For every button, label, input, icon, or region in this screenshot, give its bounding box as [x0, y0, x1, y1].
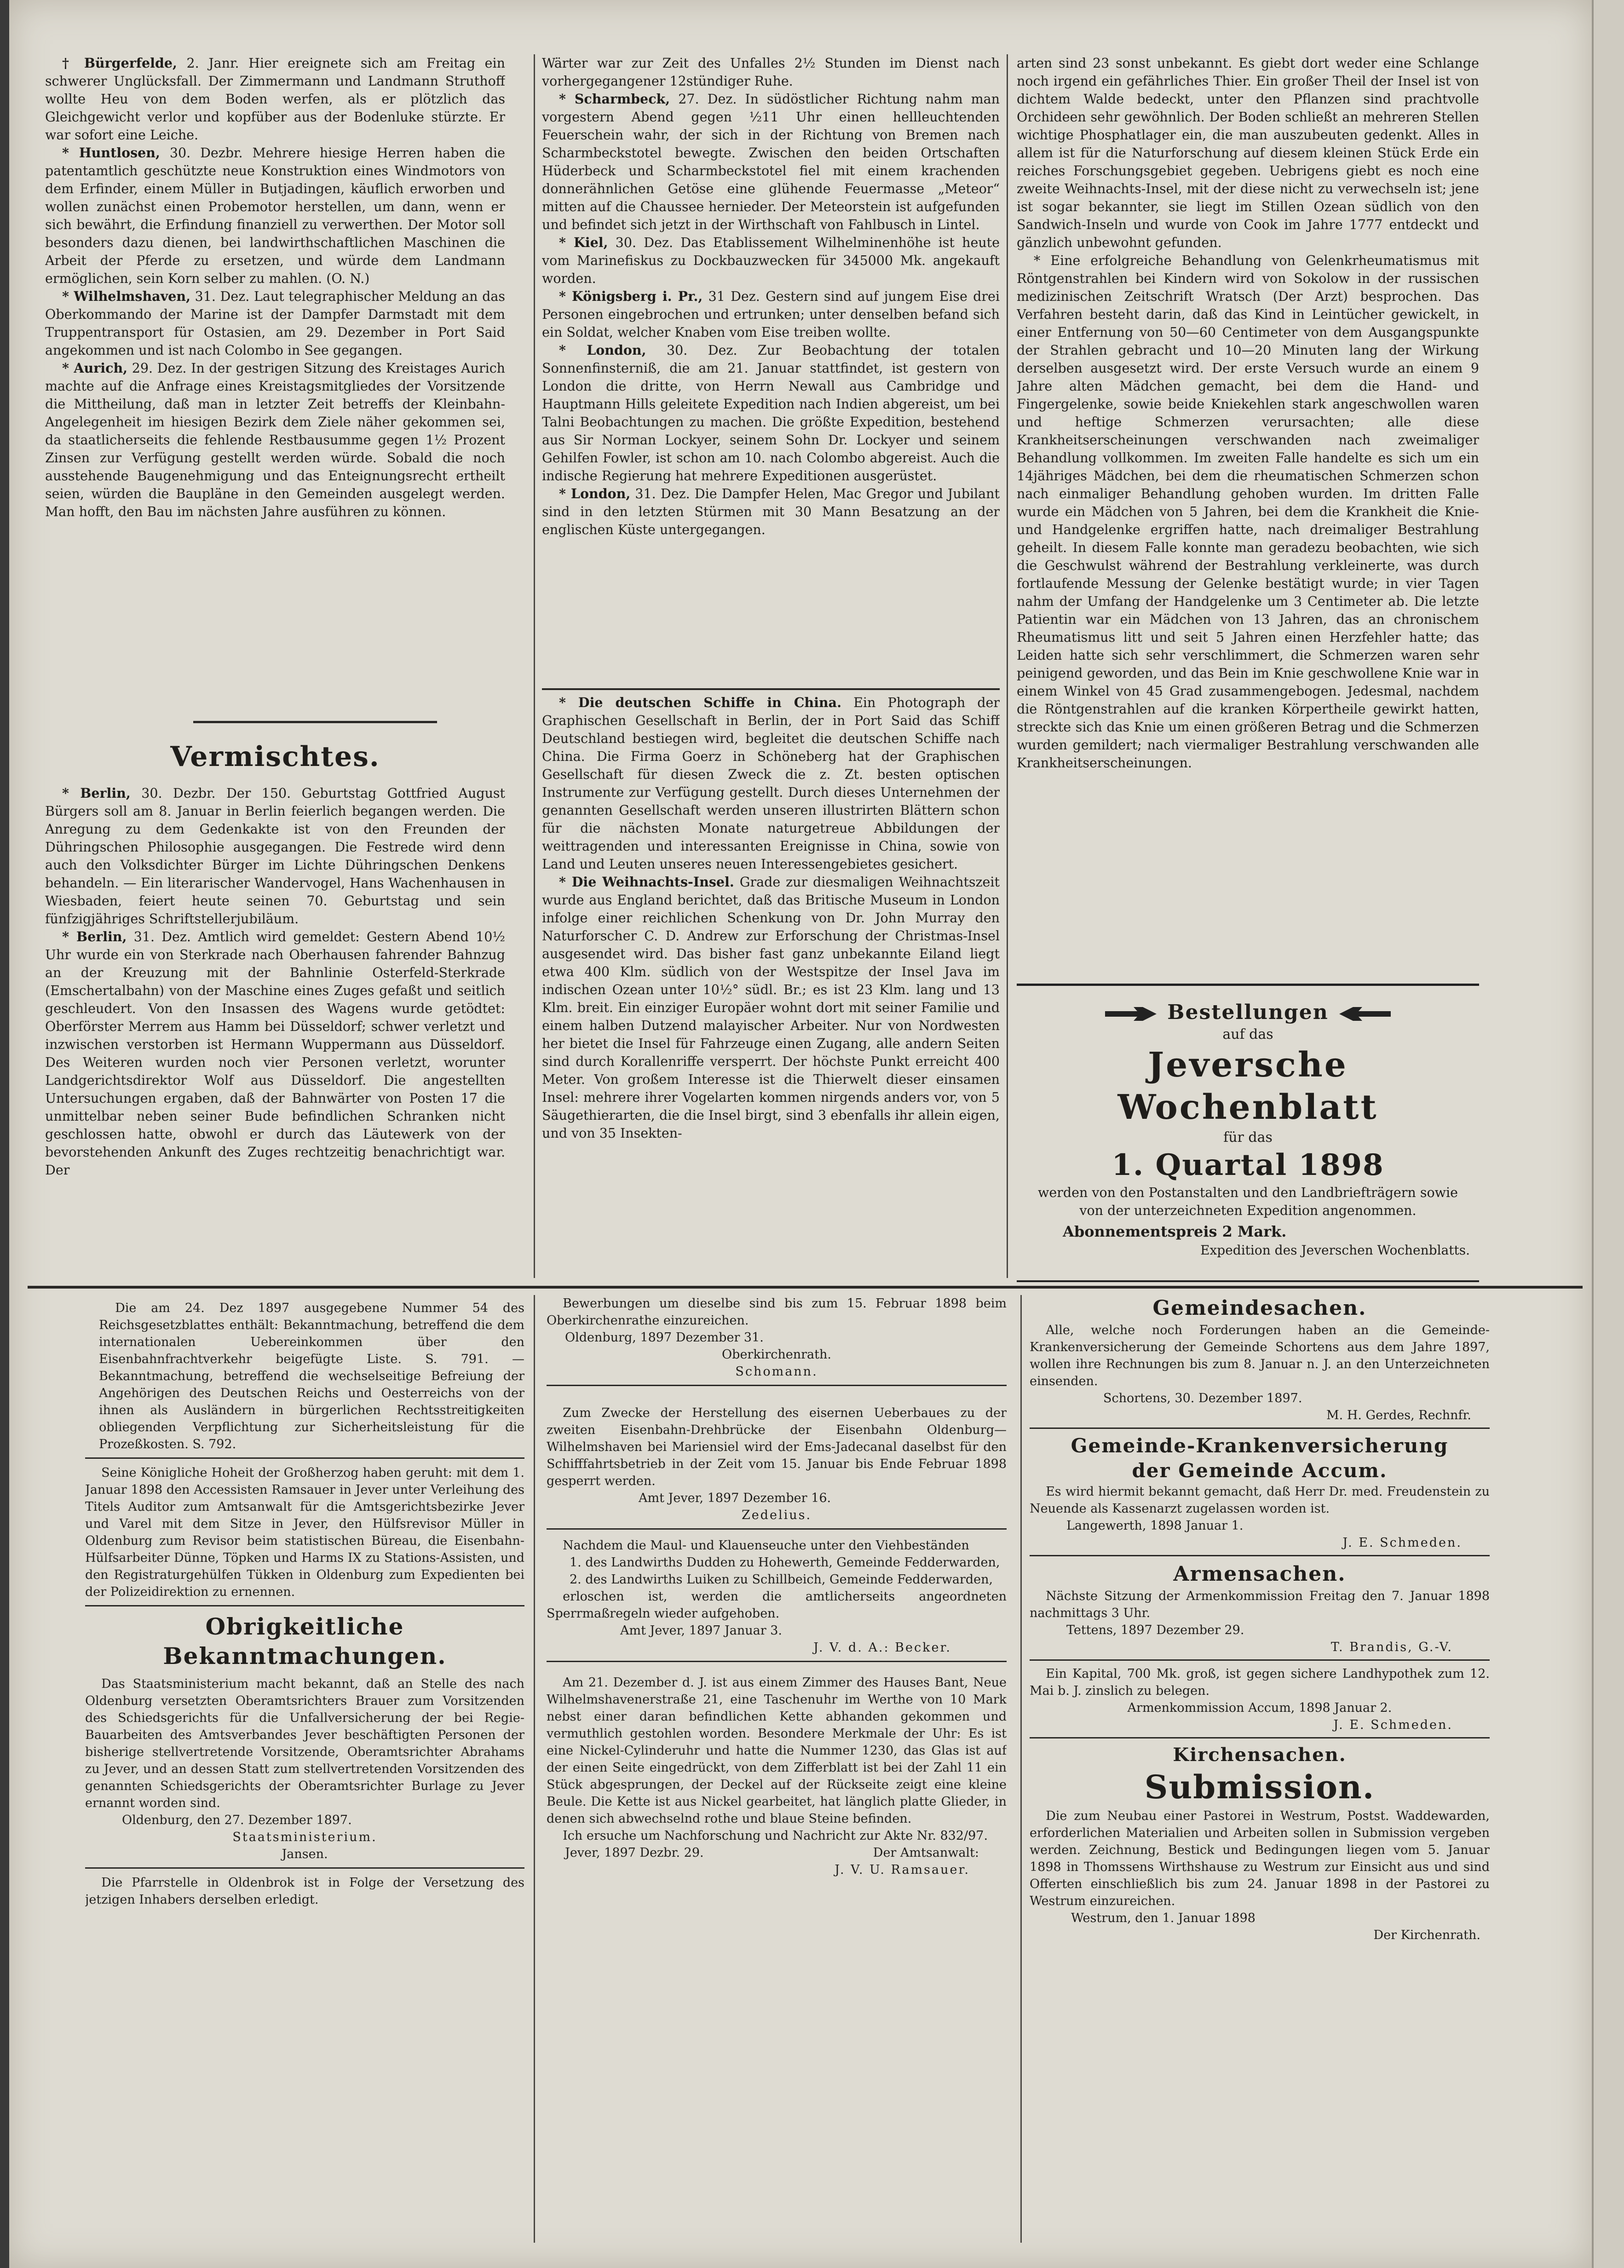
notice-signature: Jansen.	[282, 1847, 328, 1861]
news-item	[542, 90, 1000, 234]
news-place: * London,	[559, 486, 631, 501]
news-item	[45, 144, 505, 288]
news-text: 30. Dez. Zur Beobachtung der totalen Sonnenfinsterniß, die am 21. Januar stattfindet, ist gestern von London die dritte, von Herrn Newall aus Cambridge und Hauptmann Hills geleitete Expedition nach Indien abgereist, um bei Talni Beobachtungen zu machen. Die größte Expedition, bestehend aus Sir Norman Lockyer, seinem Sohn Dr. Lockyer und seinem Gehilfen Fowler, ist schon am 10. nach Colombo abgereist. Auch die indische Regierung hat mehrere Expeditionen ausgerüstet.	[542, 343, 1000, 484]
notice-divider	[547, 1385, 1007, 1386]
news-text: 31. Dez. Amtlich wird gemeldet: Gestern Abend 10½ Uhr wurde ein von Sterkrade nach Oberhausen fahrender Bahnzug an der Kreuzung mit der Bahnlinie Osterfeld-Sterkrade (Emschertalbahn) von der Maschine eines Zuges gefaßt und seitlich geschleudert. Von den Insassen des Wagens wurde getödtet: Oberförster Merrem aus Hamm bei Düsseldorf; schwer verletzt und inzwischen verstorben ist Hermann Wuppermann aus Düsseldorf. Des Weiteren wurden noch vier Personen verletzt, worunter Landgerichtsdirektor Wolf aus Düsseldorf. Die angestellten Untersuchungen ergaben, daß der Bahnwärter von Posten 17 die unmittelbar neben seiner Bude befindlichen Schranken nicht geschlossen hatte, obwohl er durch das Läutewerk von der bevorstehenden Ankunft des Zuges rechtzeitig benachrichtigt war. Der	[45, 929, 505, 1178]
news-place: * Berlin,	[62, 929, 127, 944]
subscription-ad	[1017, 984, 1479, 1282]
obrigkeitliche-heading: Obrigkeitliche Bekanntmachungen.	[163, 1613, 447, 1669]
news-place: † Bürgerfelde,	[62, 55, 177, 71]
news-place: * London,	[559, 342, 646, 358]
news-place: * Kiel,	[559, 235, 608, 250]
news-text: 30. Dezbr. Mehrere hiesige Herren haben die patentamtlich geschützte neue Konstruktion eines Windmotors von dem Erfinder, einem Müller in Butjadingen, käuflich erworben und wollen zunächst einen Probemotor herstellen, um dann, wenn er sich bewährt, die Erfindung finanziell zu verwerthen. Der Motor soll besonders dazu dienen, bei landwirthschaftlichen Maschinen die Arbeit der Pferde zu ersetzen, und würde dem Landmann ermöglichen, sein Korn selber zu mahlen. (O. N.)	[45, 145, 505, 286]
notice-signature: T. Brandis, G.-V.	[1330, 1640, 1453, 1654]
news-text: 31. Dez. Die Dampfer Helen, Mac Gregor und Jubilant sind in den letzten Stürmen mit 30 Mann Besatzung an der englischen Küste untergegangen.	[542, 486, 1000, 537]
vermischtes-heading: Vermischtes.	[170, 741, 380, 773]
news-item	[45, 928, 505, 1179]
news-item	[45, 359, 505, 521]
column-3-news	[1017, 54, 1479, 974]
notice-date: Langewerth, 1898 Januar 1.	[1066, 1519, 1244, 1533]
notice-armenkommission: Nächste Sitzung der Armenkommission Freitag den 7. Januar 1898 nachmittags 3 Uhr.	[1030, 1589, 1490, 1620]
column-2-features	[542, 694, 1000, 1278]
notice-appointments: Seine Königliche Hoheit der Großherzog haben geruht: mit dem 1. Januar 1898 den Accessisten Ramsauer in Jever unter Verleihung des Titels Auditor zum Amtsanwalt für die Amtsgerichtsbezirke Jever und Varel mit dem Sitze in Jever, den Hülfsrevisor Müller in Oldenburg zum Revisor beim statistischen Büreau, die Eisenbahn-Hülfsarbeiter Dünne, Töpken und Harms IX zu Stations-Assisten, und den Registraturgehülfen Tükken in Oldenburg zum Expedienten bei der Polizeidirektion zu ernennen.	[85, 1466, 524, 1599]
ad-fuer-das: für das	[1223, 1129, 1273, 1146]
news-text: 31. Dez. Laut telegraphischer Meldung an das Oberkommando der Marine ist der Dampfer Darmstadt mit dem Truppentransport für Ostasien, am 29. Dezember in Port Said angekommen und ist nach Colombo in See gegangen.	[45, 289, 505, 358]
page-divider	[28, 1286, 1583, 1289]
krankenversicherung-subheading: der Gemeinde Accum.	[1132, 1459, 1388, 1482]
notice-divider	[1030, 1659, 1490, 1661]
notice-date-row	[547, 1844, 1007, 1861]
notice-signature: Der Kirchenrath.	[1373, 1928, 1480, 1942]
notice-org: Oberkirchenrath.	[722, 1347, 831, 1362]
news-place: * Königsberg i. Pr.,	[559, 288, 703, 304]
news-place: * Scharmbeck,	[559, 91, 670, 107]
news-place: * Die Weihnachts-Insel.	[559, 874, 734, 890]
notice-seuche-end: erloschen ist, werden die amtlicherseits angeordneten Sperrmaßregeln wieder aufgehoben.	[547, 1589, 1007, 1621]
ad-auf-das: auf das	[1222, 1026, 1273, 1042]
ad-bestellungen: Bestellungen	[1167, 1001, 1329, 1024]
news-text: 30. Dez. Das Etablissement Wilhelminenhöhe ist heute vom Marinefiskus zu Dockbauzwecken für 345000 Mk. angekauft worden.	[542, 235, 1000, 286]
column-rule	[1020, 1295, 1022, 2243]
notice-taschenuhr: Am 21. Dezember d. J. ist aus einem Zimmer des Hauses Bant, Neue Wilhelmshavenerstraße 21, eine Taschenuhr im Werthe von 10 Mark nebst einer daran befindlichen Kette abhanden gekommen und vermuthlich gestohlen worden. Besondere Merkmale der Uhr: Es ist eine Nickel-Cylinderuhr und hatte die Nummer 1230, das Glas ist auf der einen Seite eingedrückt, von dem Zifferblatt ist bei der Zahl 11 ein Stück abgesprungen, der Deckel auf der Rückseite zeigt eine kleine Beule. Die Kette ist aus Nickel gearbeitet, hat länglich platte Glieder, in denen sich abwechselnd rothe und blaue Steine befinden.	[547, 1675, 1007, 1826]
page-edge	[1592, 0, 1624, 2268]
column-1-news	[45, 54, 505, 717]
news-place: * Huntlosen,	[62, 145, 160, 161]
column-2-news	[542, 54, 1000, 685]
news-item	[542, 873, 1000, 1142]
notice-signature: Schomann.	[735, 1364, 818, 1379]
news-item	[542, 54, 1000, 90]
news-place: * Berlin,	[62, 785, 131, 801]
news-item	[45, 54, 505, 144]
notice-divider	[547, 1661, 1007, 1662]
notice-kapital: Ein Kapital, 700 Mk. groß, ist gegen sichere Landhypothek zum 12. Mai b. J. zinslich zu belegen.	[1030, 1667, 1490, 1698]
pointing-hand-left-icon	[1336, 1006, 1392, 1022]
news-text: Wärter war zur Zeit des Unfalles 2½ Stunden im Dienst nach vorhergegangener 12stündiger Ruhe.	[542, 56, 1000, 89]
news-text: 29. Dez. In der gestrigen Sitzung des Kreistages Aurich machte auf die Anfrage eines Kreistagsmitgliedes der Vorsitzende die Mittheilung, daß man in letzter Zeit betreffs der Kleinbahn-Angelegenheit im hiesigen Bezirk dem Ziele näher gekommen sei, da staatlicherseits die fehlende Restbausumme gegen 1½ Prozent Zinsen zur Verfügung gestellt werden würde. Sobald die noch ausstehende Baugenehmigung und das Enteignungsrecht ertheilt seien, würden die Baupläne in den Gemeinden ausgelegt werden. Man hofft, den Bau im nächsten Jahre ausführen zu können.	[45, 361, 505, 519]
news-text: 2. Janr. Hier ereignete sich am Freitag ein schwerer Unglücksfall. Der Zimmermann und Landmann Struthoff wollte Heu von dem Boden werfen, als er plötzlich das Gleichgewicht verlor und kopfüber aus der Bodenluke stürzte. Er war sofort eine Leiche.	[45, 56, 505, 143]
notice-seuche: Nachdem die Maul- und Klauenseuche unter den Viehbeständen	[563, 1538, 969, 1553]
notice-seuche-item: 1. des Landwirths Dudden zu Hohewerth, Gemeinde Fedderwarden,	[570, 1555, 1000, 1570]
notice-divider	[1030, 1428, 1490, 1429]
notice-date: Westrum, den 1. Januar 1898	[1071, 1911, 1255, 1925]
notice-signature: M. H. Gerdes, Rechnfr.	[1326, 1408, 1471, 1422]
kirchensachen-heading: Kirchensachen.	[1173, 1744, 1347, 1766]
news-text: 30. Dezbr. Der 150. Geburtstag Gottfried August Bürgers soll am 8. Januar in Berlin feierlich begangen werden. Die Anregung zu dem Gedenkakte ist von den Freunden der Dühringschen Philosophie ausgegangen. Die Festrede wird denn auch den Volksdichter Bürger im Lichte Dühringschen Denkens behandeln. — Ein literarischer Wandervogel, Hans Wachenhausen in Wiesbaden, feiert heute seinen 70. Geburtstag und sein fünfzigjähriges Schriftstellerjubiläum.	[45, 786, 505, 927]
ad-signature: Expedition des Jeverschen Wochenblatts.	[1200, 1243, 1470, 1258]
column-1-vermischtes	[45, 784, 505, 1279]
bottom-column-1	[85, 1300, 524, 2252]
news-item	[542, 485, 1000, 539]
notice-signature: Zedelius.	[741, 1508, 812, 1522]
notice-accum: Es wird hiermit bekannt gemacht, daß Herr Dr. med. Freudenstein zu Neuende als Kassenarzt zugelassen worden ist.	[1030, 1485, 1490, 1516]
notice-signature: J. E. Schmeden.	[1342, 1536, 1462, 1550]
notice-nachforschung: Ich ersuche um Nachforschung und Nachricht zur Akte Nr. 832/97.	[563, 1829, 988, 1843]
news-text: 27. Dez. In südöstlicher Richtung nahm man vorgestern Abend gegen ½11 Uhr einen hellleuchtenden Feuerschein wahr, der sich in der Richtung von Bremen nach Scharmbeckstotel bewegte. Zwischen den beiden Ortschaften Hüderbeck und Scharmbeckstotel fiel mit einem krachenden donnerähnlichen Getöse eine glühende Feuermasse „Meteor“ mitten auf die Chaussee hernieder. Der Meteorstein ist aufgefunden und befindet sich jetzt in der Wirthschaft von Fahlbusch in Lintel.	[542, 92, 1000, 232]
notice-staatsministerium: Das Staatsministerium macht bekannt, daß an Stelle des nach Oldenburg versetzten Oberamtsrichters Brauer zum Vorsitzenden des Schiedsgerichts für die Unfallversicherung der bei Regie-Bauarbeiten des Amtsverbandes Jever beschäftigten Personen der bisherige stellvertretende Vorsitzende, Oberamtsrichter Abrahams zu Jever, und an dessen Statt zum stellvertretenden Vorsitzenden des genannten Schiedsgerichts der Oberamtsrichter Burlage zu Jever ernannt worden sind.	[85, 1677, 524, 1810]
news-text: Ein Photograph der Graphischen Gesellschaft in Berlin, der in Port Said das Schiff Deutschland bestiegen wird, begleitet die deutschen Schiffe nach China. Die Firma Goerz in Schöneberg hat der Graphischen Gesellschaft für diesen Zweck die z. Zt. besten optischen Instrumente zur Verfügung gestellt. Durch dieses Unternehmen der genannten Gesellschaft werden unseren illustrirten Blättern schon für die nächsten Monate naturgetreue Abbildungen der weittragenden und interessanten Ereignisse in China, sowie von Land und Leuten unseres neuen Interessengebietes gesichert.	[542, 695, 1000, 872]
notice-seuche-item: 2. des Landwirths Luiken zu Schillbeich, Gemeinde Fedderwarden,	[570, 1572, 993, 1587]
notice-date: Tettens, 1897 Dezember 29.	[1066, 1623, 1244, 1637]
submission-heading: Submission.	[1144, 1768, 1375, 1806]
news-item	[1017, 252, 1479, 772]
section-divider	[542, 688, 1000, 690]
armensachen-heading: Armensachen.	[1173, 1562, 1346, 1586]
krankenversicherung-heading: Gemeinde-Krankenversicherung	[1071, 1434, 1449, 1457]
news-text: arten sind 23 sonst unbekannt. Es giebt dort weder eine Schlange noch irgend ein gefährliches Thier. Ein großer Theil der Insel ist von dichtem Walde bedeckt, unter den Pflanzen sind prachtvolle Orchideen sehr gewöhnlich. Der Boden schließt an mehreren Stellen wichtige Phosphatlager ein, die man auszubeuten gedenkt. Alles in allem ist für die Naturforschung auf diesem kleinen Stück Erde ein reiches Forschungsgebiet gegeben. Uebrigens giebt es noch eine zweite Weihnachts-Insel, mit der diese nicht zu verwechseln ist; jene ist sogar bekannter, sie liegt im Stillen Ozean südlich von den Sandwich-Inseln und wurde von Cook im Jahre 1777 entdeckt und gänzlich unbewohnt gefunden.	[1017, 56, 1479, 250]
ad-body: werden von den Postanstalten und den Landbriefträgern sowie von der unterzeichneten Expedition angenommen.	[1038, 1185, 1458, 1218]
gemeindesachen-heading: Gemeindesachen.	[1152, 1296, 1367, 1320]
notice-org: Der Amtsanwalt:	[873, 1846, 979, 1860]
notice-date: Oldenburg, 1897 Dezember 31.	[565, 1330, 764, 1345]
notice-bewerbungen: Bewerbungen um dieselbe sind bis zum 15. Februar 1898 beim Oberkirchenrathe einzureichen.	[547, 1296, 1007, 1328]
news-item	[542, 234, 1000, 288]
news-text: * Eine erfolgreiche Behandlung von Gelenkrheumatismus mit Röntgenstrahlen bei Kindern wird von Sokolow in der russischen medizinischen Zeitschrift Wratsch (Der Arzt) besprochen. Das Verfahren besteht darin, daß das Kind in Leintücher gewickelt, in einer Entfernung von 50—60 Centimeter von dem Ausgangspunkte der Strahlen gebracht und 10—20 Minuten lang der Wirkung derselben ausgesetzt wird. Der erste Versuch wurde an einem 9 Jahre alten Mädchen gemacht, bei dem die Hand- und Fingergelenke, sowie beide Kniekehlen stark angeschwollen waren und heftige Schmerzen verursachten; alle diese Krankheitserscheinungen verschwanden nach zweimaliger Behandlung vollkommen. Im zweiten Falle handelte es sich um ein 14jähriges Mädchen, bei dem die rheumatischen Schmerzen schon nach einmaliger Behandlung gehoben wurden. Im dritten Falle wurde ein Mädchen von 5 Jahren, bei dem die Krankheit die Knie- und Handgelenke ergriffen hatte, nach dreimaliger Bestrahlung geheilt. In diesem Falle konnte man geradezu beobachten, wie sich die Geschwulst während der Bestrahlung verkleinerte, was durch fortlaufende Messung der Gelenke bestätigt wurde; in vier Tagen nahm der Umfang der Handgelenke um 3 Centimeter ab. Die letzte Patientin war ein Mädchen von 13 Jahren, das an chronischem Rheumatismus litt und seit 5 Jahren einen Herzfehler hatte; das Leiden hatte sich sehr verschlimmert, die Schmerzen waren sehr peinigend geworden, und das Bein im Knie geschwollene Knie war in einem Winkel von 45 Grad zusammengebogen. Jedesmal, nachdem die Röntgenstrahlen auf die kranken Körpertheile gewirkt hatten, streckte sich das Knie um einen größeren Betrag und die Schmerzen wurden gemildert; nach viermaliger Bestrahlung verschwanden alle Krankheitserscheinungen.	[1017, 253, 1479, 771]
newspaper-page	[9, 0, 1592, 2268]
news-text: Grade zur diesmaligen Weihnachtszeit wurde aus England berichtet, daß das Britische Museum in London infolge einer reichlichen Schenkung von Dr. John Murray den Naturforscher C. D. Andrew zur Erforschung der Christmas-Insel ausgesendet wird. Das bisher fast ganz unbekannte Eiland liegt etwa 400 Klm. südlich von der Westspitze der Insel Java im indischen Ozean unter 10½° südl. Br.; es ist 23 Klm. lang und 13 Klm. breit. Ein einziger Europäer wohnt dort mit seiner Familie und einem halben Dutzend malayischer Arbeiter. Nur von Nordwesten her bietet die Insel für Fahrzeuge einen Zugang, alle andern Seiten sind durch Korallenriffe versperrt. Der höchste Punkt erreicht 400 Meter. Von großem Interesse ist die Thierwelt dieser einsamen Insel: mehrere ihrer Vogelarten kommen nirgends anders vor, von 5 Säugethierarten, die die Insel birgt, sind 3 ebenfalls ihr allein eigen, und von 35 Insekten-	[542, 875, 1000, 1141]
news-item	[1017, 54, 1479, 252]
column-rule	[534, 54, 535, 1278]
news-place: * Wilhelmshaven,	[62, 288, 190, 304]
notice-reichsgesetzblatt: Die am 24. Dez 1897 ausgegebene Nummer 54 des Reichsgesetzblattes enthält: Bekanntmachung, betreffend die dem internationalen Uebereinkommen über den Eisenbahnfrachtverkehr beigefügte Liste. S. 791. — Bekanntmachung, betreffend die wechselseitige Befreiung der Angehörigen des Deutschen Reichs und Oesterreichs von der ihnen als Ausländern in bürgerlichen Rechtsstreitigkeiten obliegenden Verpflichtung zur Sicherheitsleistung für die Prozeßkosten. S. 792.	[99, 1301, 524, 1451]
news-item	[542, 288, 1000, 341]
news-place: * Aurich,	[62, 360, 128, 376]
news-place: * Die deutschen Schiffe in China.	[559, 695, 842, 710]
notice-date: Amt Jever, 1897 Januar 3.	[620, 1623, 783, 1638]
notice-org: Armenkommission Accum, 1898 Januar 2.	[1127, 1701, 1392, 1715]
notice-divider	[85, 1605, 524, 1606]
bottom-column-3	[1030, 1295, 1490, 2252]
notice-submission: Die zum Neubau einer Pastorei in Westrum, Postst. Waddewarden, erforderlichen Materialien und Arbeiten sollen in Submission vergeben werden. Zeichnung, Bestick und Bedingungen liegen vom 5. Januar 1898 in Thomssens Wirthshause zu Westrum zur Einsicht aus und sind Offerten einschließlich bis zum 24. Januar 1898 in der Pastorei zu Westrum einzureichen.	[1030, 1809, 1490, 1908]
column-rule	[534, 1295, 535, 2243]
ad-price: Abonnementspreis 2 Mark.	[1063, 1223, 1287, 1240]
notice-date: Amt Jever, 1897 Dezember 16.	[639, 1491, 831, 1505]
notice-divider	[547, 1528, 1007, 1530]
notice-pfarrstelle: Die Pfarrstelle in Oldenbrok ist in Folge der Versetzung des jetzigen Inhabers derselben erledigt.	[85, 1876, 524, 1907]
news-item	[542, 694, 1000, 873]
news-item	[45, 288, 505, 359]
notice-divider	[1030, 1737, 1490, 1738]
news-item	[542, 341, 1000, 485]
news-text: 31 Dez. Gestern sind auf jungem Eise drei Personen eingebrochen und ertrunken; unter denselben befand sich ein Soldat, welcher Knaben vom Eise treiben wollte.	[542, 289, 1000, 340]
notice-divider	[85, 1867, 524, 1869]
notice-org: Staatsministerium.	[232, 1830, 377, 1844]
notice-drehbruecke: Zum Zwecke der Herstellung des eisernen Ueberbaues zu der zweiten Eisenbahn-Drehbrücke der Eisenbahn Oldenburg—Wilhelmshaven bei Mariensiel wird der Ems-Jadecanal daselbst für den Schifffahrtsbetrieb in der Zeit vom 15. Januar bis Ende Februar 1898 gesperrt werden.	[547, 1406, 1007, 1488]
bottom-column-2	[547, 1295, 1007, 2252]
notice-divider	[85, 1457, 524, 1459]
news-item	[45, 784, 505, 928]
ad-heading-line	[1017, 1000, 1479, 1025]
notice-signature: J. E. Schmeden.	[1333, 1718, 1453, 1732]
notice-date: Oldenburg, den 27. Dezember 1897.	[122, 1813, 352, 1827]
notice-date: Schortens, 30. Dezember 1897.	[1103, 1391, 1302, 1405]
ad-newspaper-title: Jeversche Wochenblatt	[1117, 1045, 1378, 1127]
notice-date: Jever, 1897 Dezbr. 29.	[565, 1846, 704, 1860]
notice-divider	[1030, 1555, 1490, 1556]
pointing-hand-right-icon	[1104, 1006, 1159, 1022]
column-rule	[1007, 54, 1008, 1278]
notice-signature: J. V. U. Ramsauer.	[835, 1863, 970, 1877]
notice-signature: J. V. d. A.: Becker.	[813, 1641, 951, 1655]
notice-schortens: Alle, welche noch Forderungen haben an die Gemeinde-Krankenversicherung der Gemeinde Schortens aus dem Jahre 1897, wollen ihre Rechnungen bis zum 8. Januar n. J. an den Unterzeichneten einsenden.	[1030, 1323, 1490, 1388]
ad-quarter: 1. Quartal 1898	[1111, 1148, 1384, 1182]
section-divider	[193, 721, 437, 723]
